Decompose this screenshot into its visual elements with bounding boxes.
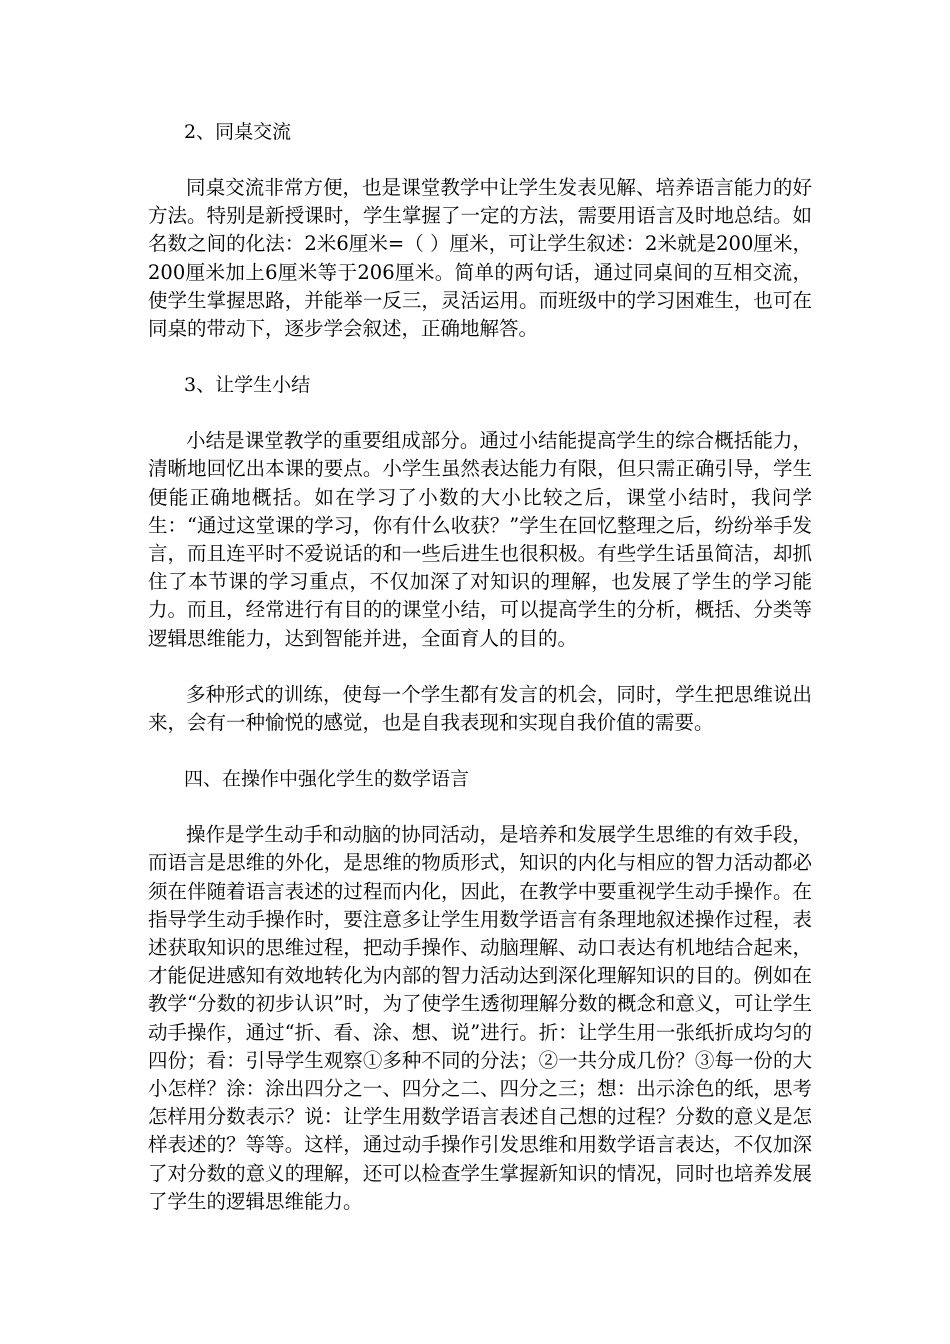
paragraph-training-forms: 多种形式的训练，使每一个学生都有发言的机会，同时，学生把思维说出来，会有一种愉悦的感觉，也是自我表现和实现自我价值的需要。 [148,682,812,735]
section-heading-2: 2、同桌交流 [184,121,292,143]
paragraph-student-summary: 小结是课堂教学的重要组成部分。通过小结能提高学生的综合概括能力，清晰地回忆出本课的要点。小学生虽然表达能力有限，但只需正确引导，学生便能正确地概括。如在学习了小数的大小比较之后，课堂小结时，我问学生：“通过这堂课的学习，你有什么收获？”学生在回忆整理之后，纷纷举手发言，而且连平时不爱说话的和一些后进生也很积极。有些学生话虽简洁，却抓住了本节课的学习重点，不仅加深了对知识的理解，也发展了学生的学习能力。而且，经常进行有目的的课堂小结，可以提高学生的分析，概括、分类等逻辑思维能力，达到智能并进，全面育人的目的。 [148,429,812,650]
paragraph-operation-language: 操作是学生动手和动脑的协同活动，是培养和发展学生思维的有效手段，而语言是思维的外化，是思维的物质形式，知识的内化与相应的智力活动都必须在伴随着语言表述的过程而内化，因此，在教学中要重视学生动手操作。在指导学生动手操作时，要注意多让学生用数学语言有条理地叙述操作过程，表述获取知识的思维过程，把动手操作、动脑理解、动口表达有机地结合起来，才能促进感知有效地转化为内部的智力活动达到深化理解知识的目的。例如在教学“分数的初步认识”时，为了使学生透彻理解分数的概念和意义，可让学生动手操作，通过“折、看、涂、想、说”进行。折：让学生用一张纸折成均匀的四份；看：引导学生观察①多种不同的分法；②一共分成几份？③每一份的大小怎样？涂：涂出四分之一、四分之二、四分之三；想：出示涂色的纸，思考怎样用分数表示？说：让学生用数学语言表述自己想的过程？分数的意义是怎样表述的？等等。这样，通过动手操作引发思维和用数学语言表达，不仅加深了对分数的意义的理解，还可以检查学生掌握新知识的情况，同时也培养发展了学生的逻辑思维能力。 [148,823,812,1213]
document-page [148,118,812,1216]
paragraph-desk-mate-exchange: 同桌交流非常方便，也是课堂教学中让学生发表见解、培养语言能力的好方法。特别是新授课时，学生掌握了一定的方法，需要用语言及时地总结。如名数之间的化法：2米6厘米=（ ）厘米，可让学生叙述：2米就是200厘米，200厘米加上6厘米等于206厘米。简单的两句话，通过同桌间的互相交流，使学生掌握思路，并能举一反三，灵活运用。而班级中的学习困难生，也可在同桌的带动下，逐步学会叙述，正确地解答。 [148,176,812,341]
section-heading-4: 四、在操作中强化学生的数学语言 [184,768,470,791]
section-heading-3: 3、让学生小结 [184,374,311,397]
